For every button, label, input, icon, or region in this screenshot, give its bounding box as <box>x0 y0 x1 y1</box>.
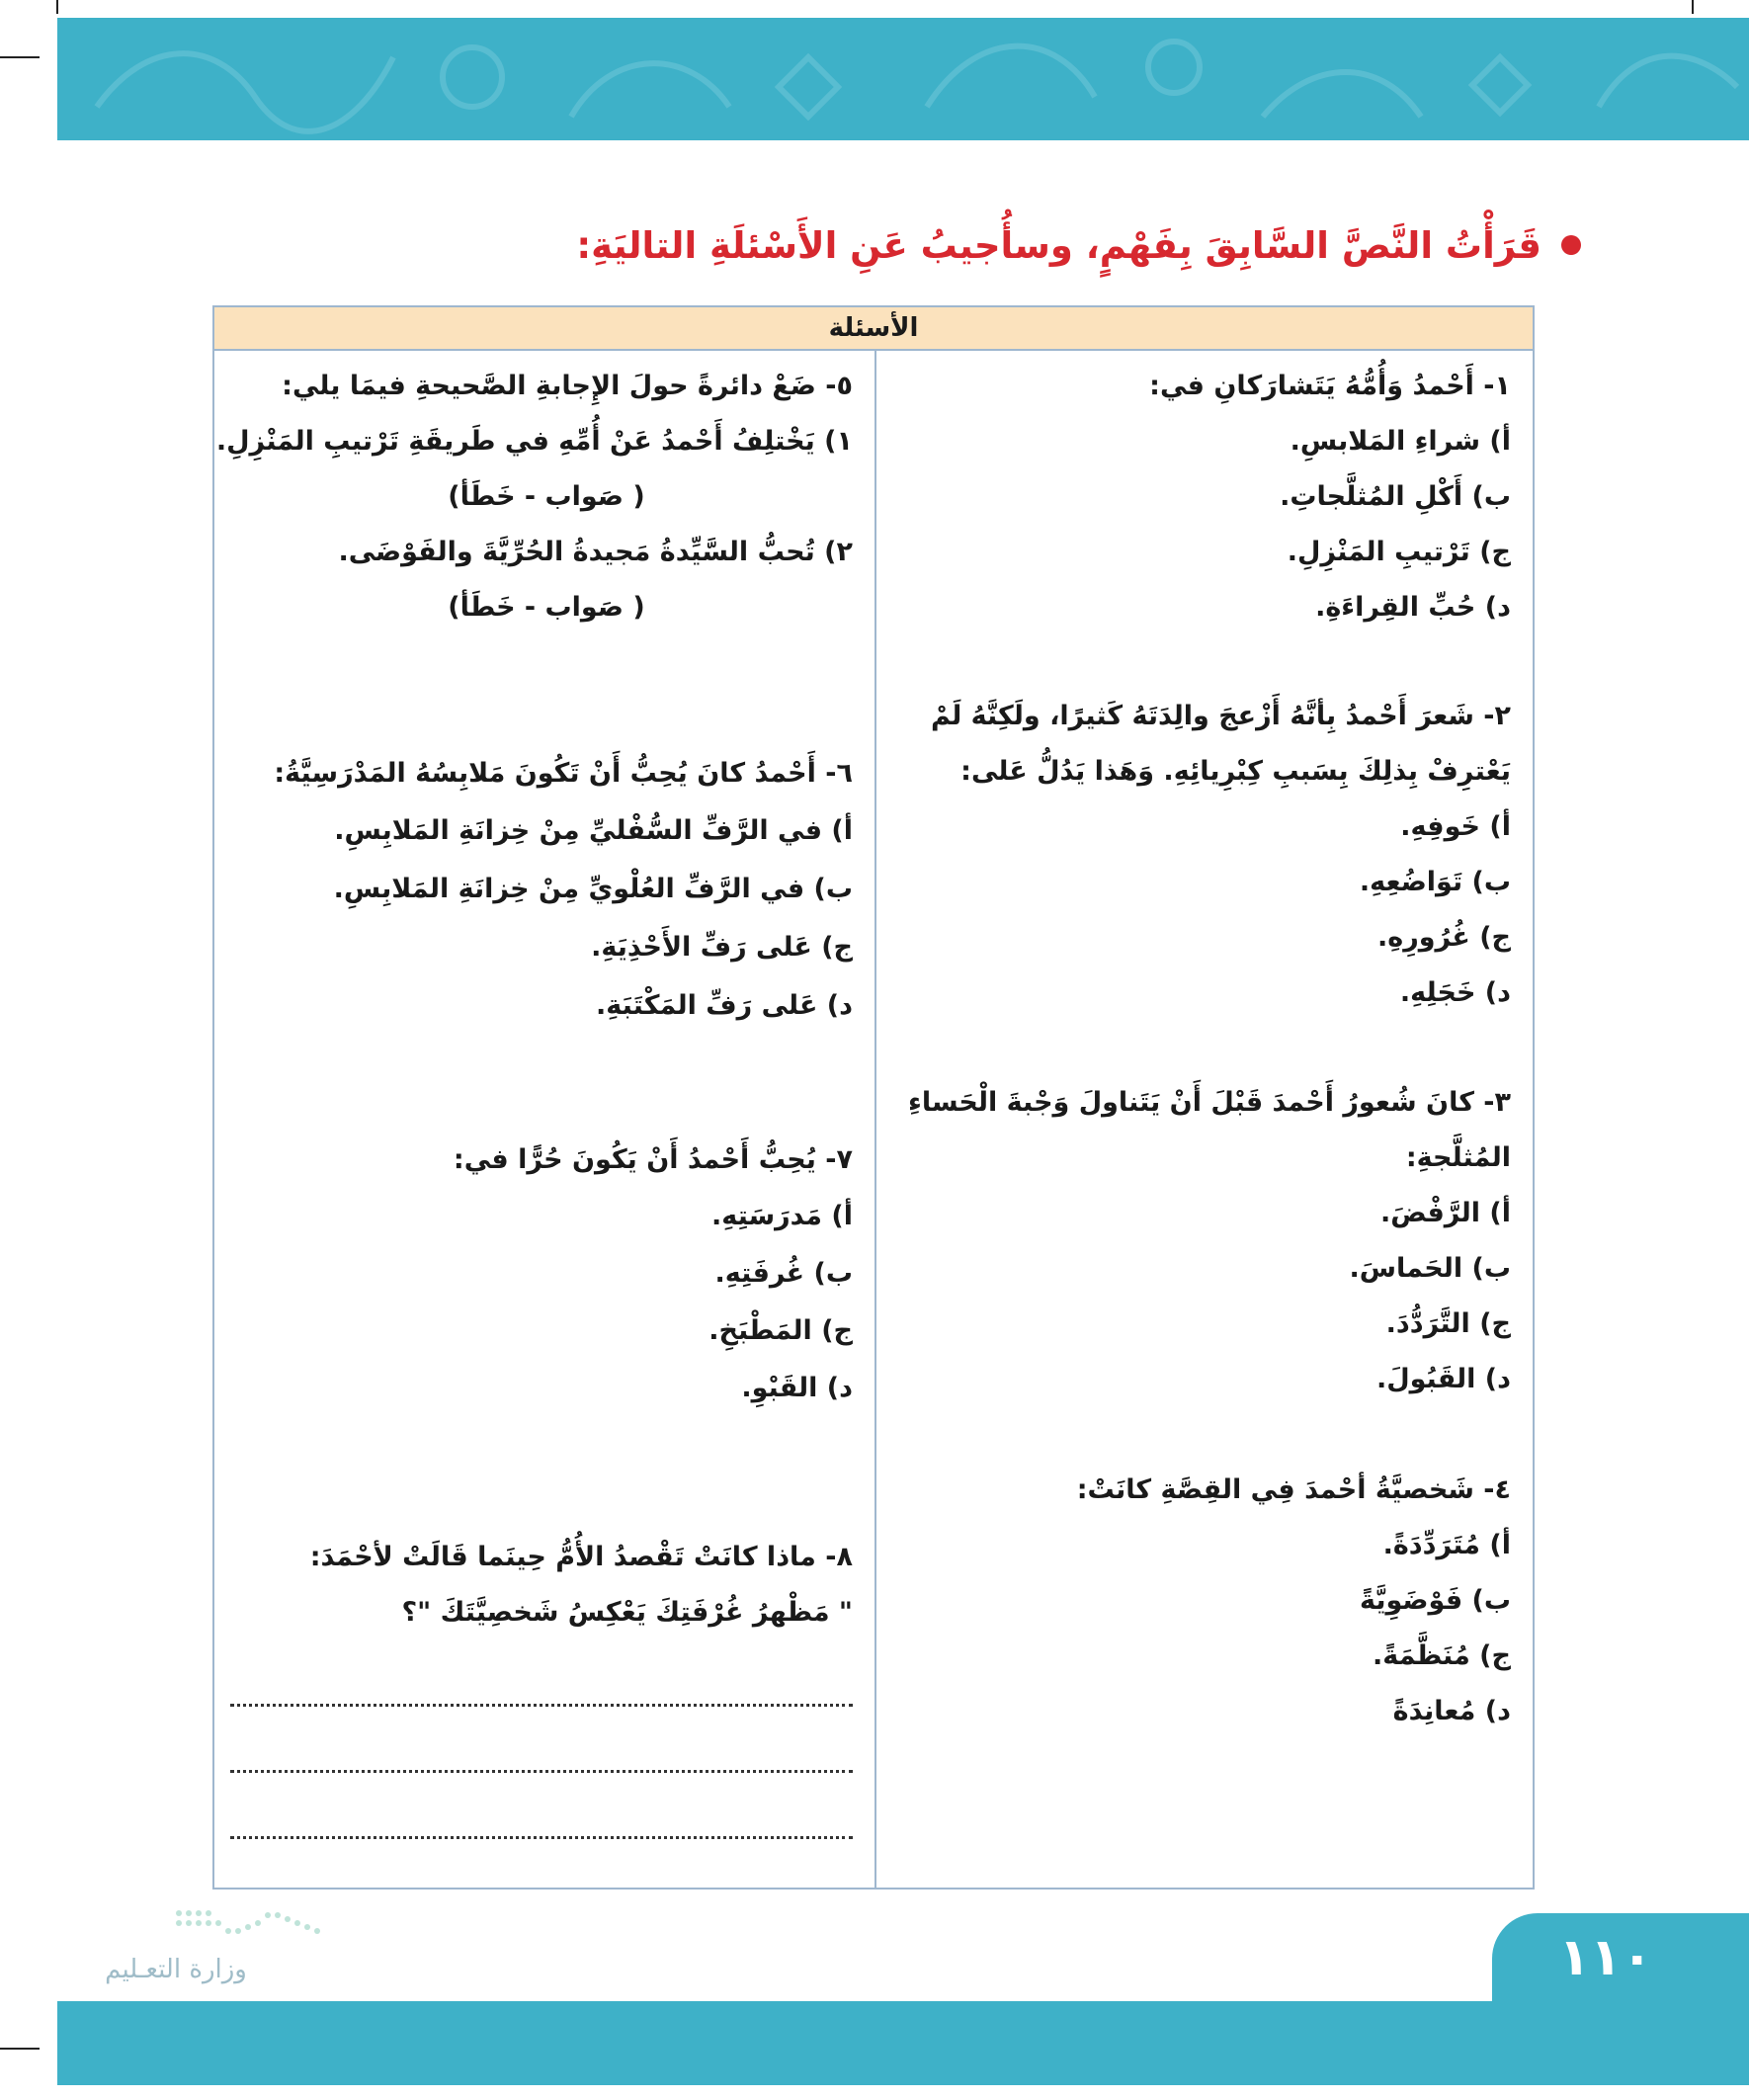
option[interactable]: ب) غُرفَتِهِ. <box>714 1258 853 1289</box>
option[interactable]: أ) خَوفِهِ. <box>1400 811 1511 842</box>
option[interactable]: أ) في الرَّفِّ السُّفْليِّ مِنْ خِزانَةِ المَلابِسِ. <box>334 815 853 846</box>
question-stem: ١- أَحْمدُ وَأُمُّهُ يَتَشارَكانِ في: <box>1149 371 1511 401</box>
answer-line[interactable] <box>230 1834 853 1839</box>
option[interactable]: ب) فَوْضَوِيَّةً <box>1359 1585 1511 1616</box>
right-column <box>876 349 1533 1888</box>
question-stem: ٢- شَعرَ أَحْمدُ بِأنَّهُ أَزْعجَ والِدَتَهُ كَثيرًا، ولَكِنَّهُ لَمْ <box>930 701 1511 731</box>
question-stem: ٤- شَخصيَّةُ أحْمدَ فِي القِصَّةِ كانَتْ: <box>1076 1474 1511 1505</box>
option[interactable]: ب) أَكْلِ المُثلَّجاتِ. <box>1280 481 1511 512</box>
decorative-header-band <box>57 18 1749 140</box>
option[interactable]: د) مُعانِدَةً <box>1392 1696 1511 1726</box>
option[interactable]: أ) مَدرَسَتِهِ. <box>710 1201 853 1231</box>
option[interactable]: د) عَلى رَفِّ المَكْتَبَةِ. <box>596 990 853 1021</box>
true-false-choice[interactable]: ( صَواب - خَطَأ) <box>448 592 645 623</box>
left-column <box>214 349 874 1888</box>
option[interactable]: د) خَجَلِهِ. <box>1399 977 1511 1008</box>
option[interactable]: ج) غُرُورِهِ. <box>1377 922 1511 953</box>
option[interactable]: ج) مُنَظَّمَةً. <box>1373 1640 1511 1671</box>
option[interactable]: أ) الرَّفْضَ. <box>1380 1198 1511 1228</box>
question-3 <box>898 1075 1511 1407</box>
question-2 <box>898 689 1511 1021</box>
option[interactable]: ج) تَرْتيبِ المَنْزِلِ. <box>1287 537 1511 567</box>
questions-table <box>212 305 1535 1890</box>
option[interactable]: د) القَبُولَ. <box>1375 1364 1511 1394</box>
option[interactable]: ج) التَّرَدُّدَ. <box>1385 1308 1511 1339</box>
option[interactable]: أ) مُتَرَدِّدَةً. <box>1382 1530 1511 1560</box>
question-stem: ٨- ماذا كانَتْ تَقْصدُ الأُمُّ حِينَما قَالَتْ لأحْمَدَ: <box>309 1542 853 1572</box>
answer-line[interactable] <box>230 1702 853 1707</box>
instruction-line <box>576 215 1581 275</box>
question-1 <box>898 359 1511 635</box>
question-4 <box>898 1463 1511 1739</box>
option[interactable]: ب) الحَماسَ. <box>1349 1253 1511 1284</box>
answer-line[interactable] <box>230 1768 853 1773</box>
option[interactable]: أ) شراءِ المَلابسِ. <box>1290 426 1511 457</box>
question-6 <box>240 746 853 1035</box>
option[interactable]: د) القَبْوِ. <box>741 1373 853 1403</box>
option[interactable]: ج) المَطْبَخِ. <box>708 1315 853 1346</box>
question-stem: ٥- ضَعْ دائرةً حولَ الإِجابةِ الصَّحيحةِ فيمَا يلي: <box>282 371 853 401</box>
statement: ١) يَخْتلِفُ أَحْمدُ عَنْ أُمِّهِ في طَريقَةِ تَرْتيبِ المَنْزِلِ. <box>215 426 853 457</box>
calligraphy-pattern <box>57 18 1749 140</box>
table-header: الأسئلة <box>214 307 1533 351</box>
logo-dots-icon <box>169 1905 327 1941</box>
footer-band <box>57 2001 1749 2085</box>
true-false-choice[interactable]: ( صَواب - خَطَأ) <box>448 481 645 512</box>
statement: ٢) تُحبُّ السَّيِّدةُ مَجيدةُ الحُرِّيَّةَ والفَوْضَى. <box>338 537 853 567</box>
ministry-name: وزارة التعـليم <box>105 1955 247 1984</box>
question-quote: " مَظْهرُ غُرْفَتِكَ يَعْكِسُ شَخصِيَّتَكَ "؟ <box>401 1597 853 1628</box>
question-8 <box>240 1530 853 1839</box>
question-stem-continued: يَعْترِفْ بِذلِكَ بِسَببِ كِبْرِيائِهِ. وَهَذا يَدُلُّ عَلى: <box>960 756 1511 787</box>
question-stem-continued: المُثلَّجةِ: <box>1405 1142 1511 1173</box>
option[interactable]: ب) في الرَّفِّ العُلْويِّ مِنْ خِزانَةِ المَلابِسِ. <box>333 874 853 904</box>
question-stem: ٣- كانَ شُعورُ أَحْمدَ قَبْلَ أَنْ يَتَناولَ وَجْبةَ الْحَساءِ <box>908 1087 1511 1118</box>
question-5 <box>215 359 853 635</box>
option[interactable]: ج) عَلى رَفِّ الأَحْذِيَةِ. <box>591 932 853 963</box>
page-number: ١١٠ <box>1558 1928 1653 1987</box>
bullet-icon <box>1561 235 1581 255</box>
instruction-text: قَرَأْتُ النَّصَّ السَّابِقَ بِفَهْمٍ، وسأُجيبُ عَنِ الأَسْئلَةِ التاليَةِ: <box>576 223 1541 267</box>
question-7 <box>240 1133 853 1417</box>
option[interactable]: ب) تَوَاضُعِهِ. <box>1359 867 1511 897</box>
question-stem: ٧- يُحِبُّ أَحْمدُ أَنْ يَكُونَ حُرًّا في: <box>453 1144 853 1175</box>
option[interactable]: د) حُبِّ القِراءَةِ. <box>1315 592 1511 623</box>
question-stem: ٦- أَحْمدُ كانَ يُحِبُّ أَنْ تَكُونَ مَلابِسُهُ المَدْرَسِيَّةُ: <box>274 758 853 789</box>
